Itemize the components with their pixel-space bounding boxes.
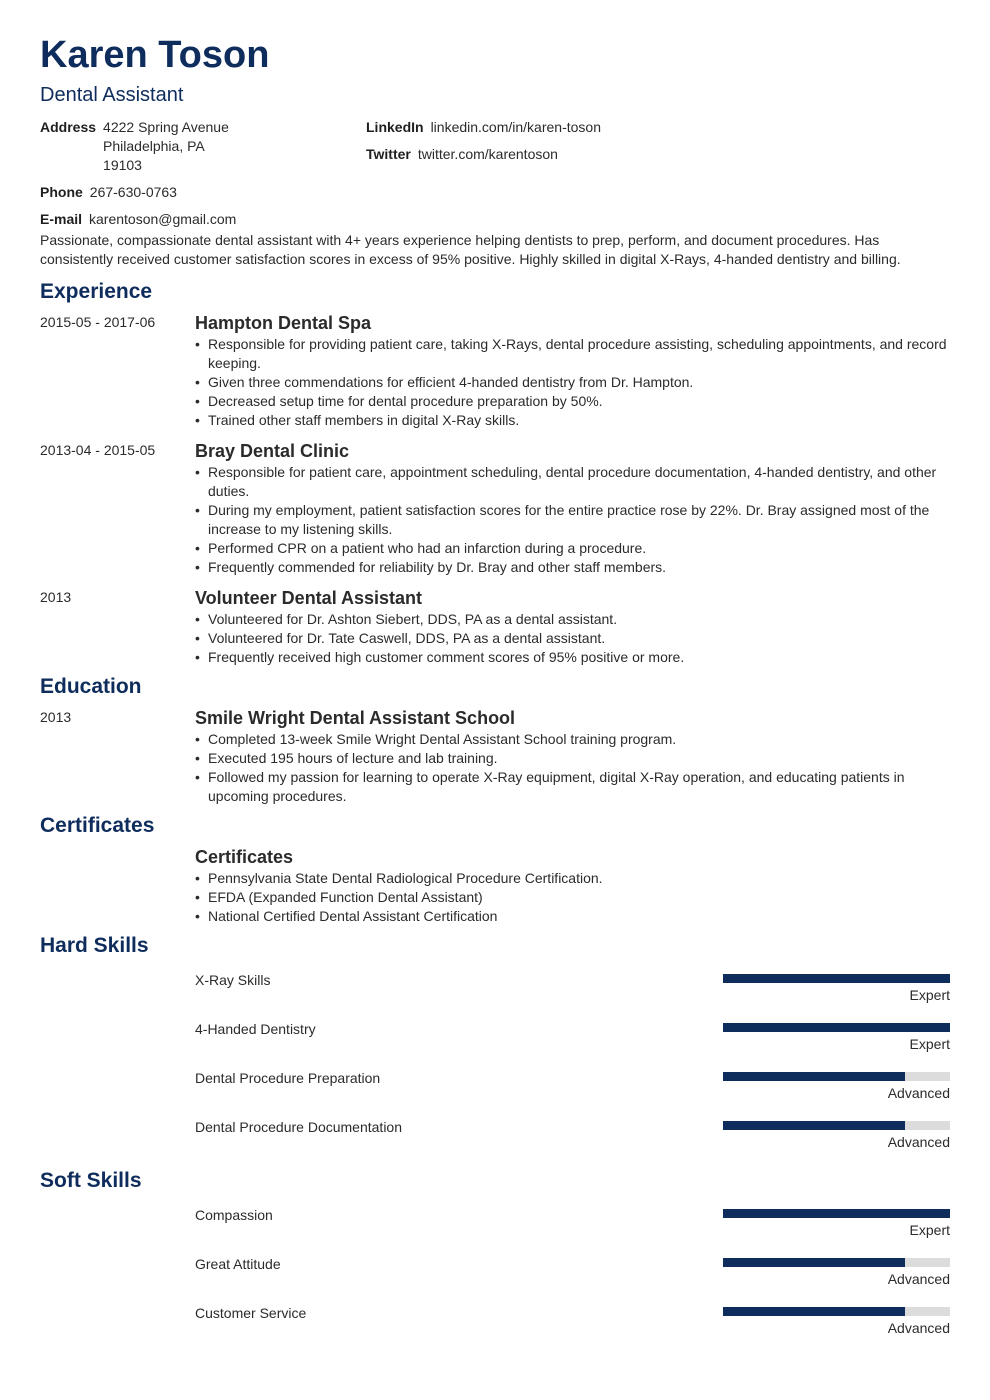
skill-level-fill xyxy=(723,974,950,983)
entry-title: Volunteer Dental Assistant xyxy=(195,588,423,608)
skill-row xyxy=(195,1253,950,1302)
hard-skills-list xyxy=(40,969,950,1165)
skill-row xyxy=(195,1067,950,1116)
list-item: • Volunteered for Dr. Ashton Siebert, DDS, PA as a dental assistant. xyxy=(195,610,950,629)
skill-name: Great Attitude xyxy=(195,1256,281,1272)
experience-entry xyxy=(40,439,950,577)
contact-address xyxy=(40,118,229,175)
list-item: • Pennsylvania State Dental Radiological Procedure Certification. xyxy=(195,869,950,888)
skill-level-fill xyxy=(723,1307,905,1316)
resume-page xyxy=(40,30,950,1351)
entry-title: Certificates xyxy=(195,847,294,867)
bullet-list xyxy=(195,335,950,430)
skill-level-bar xyxy=(723,1072,950,1081)
entry-body xyxy=(195,439,950,577)
skill-level-bar xyxy=(723,1209,950,1218)
skill-level-label: Advanced xyxy=(887,1134,950,1150)
skill-level-bar xyxy=(723,1121,950,1130)
address-label: Address xyxy=(40,119,97,135)
education-entry xyxy=(40,706,950,806)
candidate-name: Karen Toson xyxy=(40,34,270,76)
section-heading-experience: Experience xyxy=(40,280,153,303)
experience-list xyxy=(40,311,950,667)
contact-email xyxy=(40,210,236,229)
skill-level-label: Expert xyxy=(909,987,950,1003)
list-item: • Completed 13-week Smile Wright Dental Assistant School training program. xyxy=(195,730,950,749)
bullet-list xyxy=(195,463,950,577)
skill-row xyxy=(195,969,950,1018)
skill-name: 4-Handed Dentistry xyxy=(195,1021,316,1037)
list-item: • EFDA (Expanded Function Dental Assistant) xyxy=(195,888,950,907)
contact-phone xyxy=(40,183,177,202)
entry-date xyxy=(40,845,195,926)
bullet-list xyxy=(195,610,950,667)
skill-level-fill xyxy=(723,1023,950,1032)
skill-level-fill xyxy=(723,1209,950,1218)
twitter-label: Twitter xyxy=(366,146,411,162)
linkedin-label: LinkedIn xyxy=(366,119,424,135)
phone-value: 267-630-0763 xyxy=(89,184,177,200)
section-heading-education: Education xyxy=(40,675,142,698)
contact-twitter xyxy=(366,145,558,164)
skill-row xyxy=(195,1116,950,1165)
twitter-value[interactable]: twitter.com/karentoson xyxy=(417,146,558,162)
list-item: • Executed 195 hours of lecture and lab training. xyxy=(195,749,950,768)
list-item: • Followed my passion for learning to operate X-Ray equipment, digital X-Ray operation, and educating patients in upcoming procedures. xyxy=(195,768,950,806)
list-item: • Trained other staff members in digital X-Ray skills. xyxy=(195,411,950,430)
job-title: Dental Assistant xyxy=(40,84,184,106)
entry-body xyxy=(195,706,950,806)
section-heading-hard-skills: Hard Skills xyxy=(40,934,149,957)
address-line: 19103 xyxy=(103,157,142,173)
section-heading-soft-skills: Soft Skills xyxy=(40,1169,142,1192)
linkedin-value[interactable]: linkedin.com/in/karen-toson xyxy=(430,119,601,135)
soft-skills-list xyxy=(40,1204,950,1351)
skill-name: Customer Service xyxy=(195,1305,307,1321)
certificates-list xyxy=(40,845,950,926)
address-line: 4222 Spring Avenue xyxy=(103,119,229,135)
list-item: • Responsible for providing patient care, taking X-Rays, dental procedure assisting, scheduling appointments, and record keeping. xyxy=(195,335,950,373)
list-item: • During my employment, patient satisfaction scores for the entire practice rose by 22%. Dr. Bray assigned most of the increase to my listening skills. xyxy=(195,501,950,539)
skill-level-fill xyxy=(723,1121,905,1130)
phone-label: Phone xyxy=(40,184,83,200)
list-item: • Given three commendations for efficient 4-handed dentistry from Dr. Hampton. xyxy=(195,373,950,392)
list-item: • Responsible for patient care, appointment scheduling, dental procedure documentation, 4-handed dentistry, and other duties. xyxy=(195,463,950,501)
profile-summary: Passionate, compassionate dental assistant with 4+ years experience helping dentists to prep, perform, and document procedures. Has consistently received customer satisfaction scores in excess of 95% positive. Highly skilled in digital X-Rays, 4-handed dentistry and billing. xyxy=(40,232,901,267)
skill-name: Compassion xyxy=(195,1207,273,1223)
entry-date: 2013-04 - 2015-05 xyxy=(40,442,156,458)
entry-title: Hampton Dental Spa xyxy=(195,313,372,333)
address-value xyxy=(103,118,229,175)
skill-level-bar xyxy=(723,1307,950,1316)
certificate-entry xyxy=(40,845,950,926)
skill-level-fill xyxy=(723,1258,905,1267)
address-line: Philadelphia, PA xyxy=(103,138,205,154)
list-item: • Frequently received high customer comment scores of 95% positive or more. xyxy=(195,648,950,667)
experience-entry xyxy=(40,586,950,667)
skill-row xyxy=(195,1204,950,1253)
bullet-list xyxy=(195,730,950,806)
skill-level-bar xyxy=(723,1258,950,1267)
entry-title: Bray Dental Clinic xyxy=(195,441,350,461)
list-item: • Volunteered for Dr. Tate Caswell, DDS, PA as a dental assistant. xyxy=(195,629,950,648)
skill-name: X-Ray Skills xyxy=(195,972,271,988)
skill-level-fill xyxy=(723,1072,905,1081)
bullet-list xyxy=(195,869,950,926)
skill-row xyxy=(195,1302,950,1351)
entry-title: Smile Wright Dental Assistant School xyxy=(195,708,516,728)
email-label: E-mail xyxy=(40,211,83,227)
contact-linkedin xyxy=(366,118,601,137)
list-item: • National Certified Dental Assistant Certification xyxy=(195,907,950,926)
skill-level-label: Expert xyxy=(909,1222,950,1238)
entry-date: 2013 xyxy=(40,589,72,605)
list-item: • Decreased setup time for dental procedure preparation by 50%. xyxy=(195,392,950,411)
entry-body xyxy=(195,311,950,430)
skill-name: Dental Procedure Documentation xyxy=(195,1119,403,1135)
contact-block xyxy=(40,118,950,230)
experience-entry xyxy=(40,311,950,430)
email-value[interactable]: karentoson@gmail.com xyxy=(89,211,237,227)
section-heading-certificates: Certificates xyxy=(40,814,155,837)
entry-body xyxy=(195,586,950,667)
education-list xyxy=(40,706,950,806)
skill-level-label: Advanced xyxy=(887,1320,950,1336)
skill-level-bar xyxy=(723,974,950,983)
skill-level-label: Expert xyxy=(909,1036,950,1052)
list-item: • Frequently commended for reliability by Dr. Bray and other staff members. xyxy=(195,558,950,577)
entry-date: 2013 xyxy=(40,709,72,725)
skill-level-label: Advanced xyxy=(887,1085,950,1101)
skill-name: Dental Procedure Preparation xyxy=(195,1070,381,1086)
skill-level-bar xyxy=(723,1023,950,1032)
skill-level-label: Advanced xyxy=(887,1271,950,1287)
entry-body xyxy=(195,845,950,926)
list-item: • Performed CPR on a patient who had an infarction during a procedure. xyxy=(195,539,950,558)
skill-row xyxy=(195,1018,950,1067)
entry-date: 2015-05 - 2017-06 xyxy=(40,314,156,330)
